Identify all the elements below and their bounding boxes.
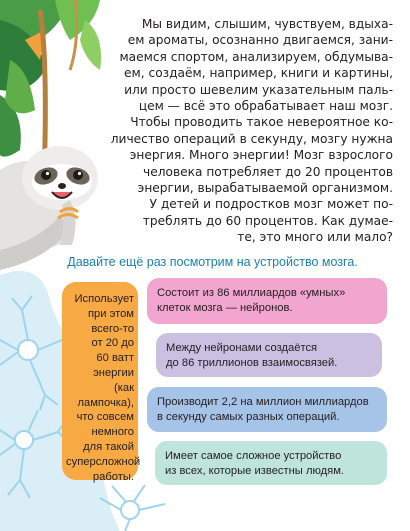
energy-line: работы.: [92, 470, 134, 483]
fact-line: Имеет самое сложное устройство: [165, 450, 342, 462]
text-line: Чтобы проводить такое невероятное ко-: [130, 115, 393, 130]
energy-line: всего-то: [91, 322, 134, 335]
energy-line: от 20 до: [91, 337, 134, 350]
text-line: энергии, вырабатываемой организмом.: [137, 181, 393, 196]
fact-box-connections: [156, 333, 382, 377]
fact-line: Между нейронами создаётся: [166, 342, 318, 354]
text-line: ем ароматы, осознанно двигаемся, зани-: [127, 33, 393, 48]
energy-line: что совсем: [76, 411, 134, 424]
fact-line: Производит 2,2 на миллион миллиардов: [157, 396, 369, 408]
text-line: Мы видим, слышим, чувствуем, вдыха-: [141, 17, 393, 31]
fact-line: Состоит из 86 миллиардов «умных»: [157, 287, 346, 299]
fact-line: в секунду самых разных операций.: [157, 411, 340, 423]
fact-line: из всех, которые известны людям.: [165, 465, 345, 477]
text-line: те, это много или мало?: [237, 230, 393, 245]
text-line: цем — всё это обрабатывает наш мозг.: [138, 99, 393, 114]
fact-line: клеток мозга — нейронов.: [157, 302, 293, 314]
text-line: У детей и подростков мозг может по-: [149, 197, 393, 212]
fact-box-neurons: [147, 278, 387, 324]
text-line: или просто шевелим указательным паль-: [124, 82, 393, 97]
energy-line: 60 ватт: [96, 352, 134, 365]
intro-paragraphs: [103, 16, 393, 246]
text-line: ем, создаём, например, книги и картины,: [124, 66, 393, 81]
energy-line: лампочка),: [77, 396, 134, 409]
fact-box-complexity: [155, 441, 387, 485]
fact-line: до 86 триллионов взаимосвязей.: [166, 357, 338, 369]
text-line: человека потребляет до 20 процентов: [143, 164, 393, 179]
energy-line: суперсложной: [66, 455, 141, 468]
energy-line: немного: [91, 426, 134, 439]
fact-box-operations: [147, 387, 387, 432]
text-line: маемся спортом, анализируем, обдумыва-: [119, 49, 393, 64]
energy-line: для такой: [83, 440, 134, 453]
section-subtitle: Давайте ещё раз посмотрим на устройство мозга.: [67, 255, 358, 269]
text-line: треблять до 60 процентов. Как думае-: [142, 213, 393, 228]
text-line: личество операций в секунду, мозгу нужна: [110, 131, 393, 146]
sloth-illustration: [0, 146, 98, 270]
energy-line: Использует: [74, 293, 134, 305]
energy-line: при этом: [87, 307, 134, 320]
energy-line: (как: [114, 381, 134, 394]
text-line: энергия. Много энергии! Мозг взрослого: [129, 148, 393, 163]
energy-line: энергии: [93, 366, 134, 379]
energy-fact-box: [62, 282, 141, 483]
